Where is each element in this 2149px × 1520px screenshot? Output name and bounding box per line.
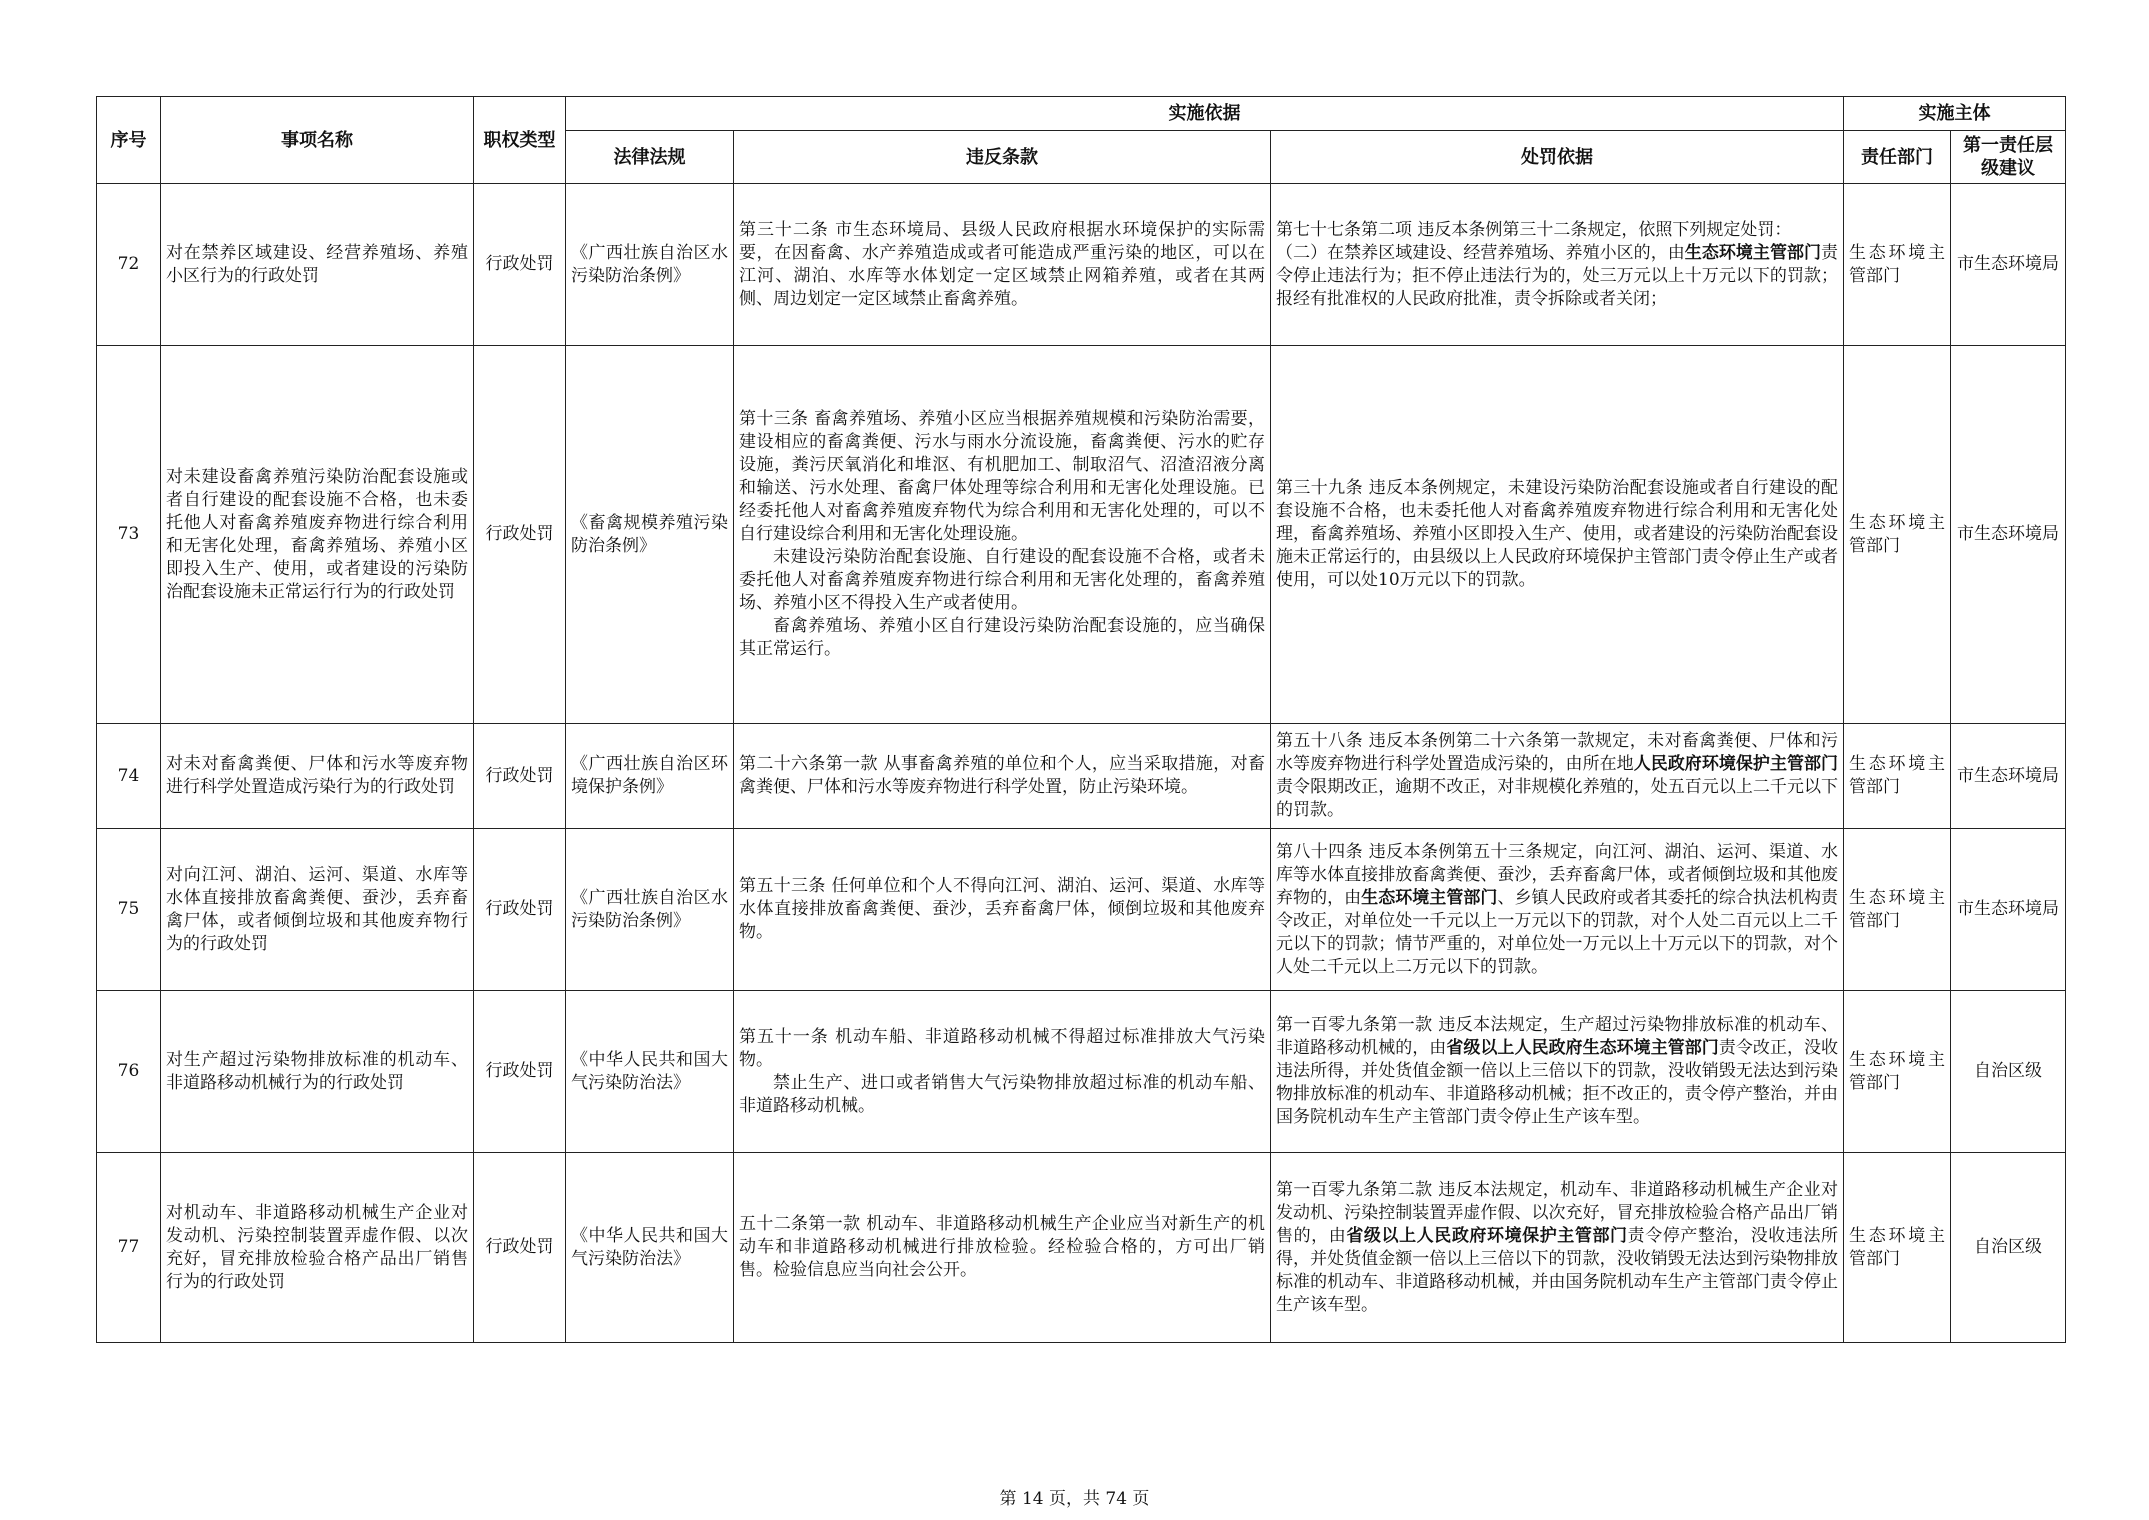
row-level: 自治区级 — [1951, 991, 2066, 1153]
table-body — [97, 184, 2066, 1343]
row-level: 自治区级 — [1951, 1153, 2066, 1343]
row-level: 市生态环境局 — [1951, 184, 2066, 346]
row-penalty — [1271, 184, 1844, 346]
table-row — [97, 184, 2066, 346]
row-law: 《广西壮族自治区环境保护条例》 — [566, 724, 734, 829]
row-penalty — [1271, 829, 1844, 991]
table-row — [97, 991, 2066, 1153]
row-law: 《中华人民共和国大气污染防治法》 — [566, 1153, 734, 1343]
row-violation — [734, 991, 1271, 1153]
row-law: 《广西壮族自治区水污染防治条例》 — [566, 184, 734, 346]
penalty-text: 第五十八条 违反本条例第二十六条第一款规定，未对畜禽粪便、尸体和污水等废弃物进行科学处置造成污染的，由所在地 — [1276, 731, 1839, 774]
table-row — [97, 724, 2066, 829]
table-row — [97, 1153, 2066, 1343]
penalty-paragraph: 第三十九条 违反本条例规定，未建设污染防治配套设施或者自行建设的配套设施不合格，也未委托他人对畜禽养殖废弃物进行综合利用和无害化处理，畜禽养殖场、养殖小区即投入生产、使用，或者建设的污染防治配套设施未正常运行的，由县级以上人民政府环境保护主管部门责令停止生产或者使用，可以处10万元以下的罚款。 — [1276, 478, 1839, 590]
penalty-text: （二）在禁养区域建设、经营养殖场、养殖小区的，由 — [1276, 242, 1685, 263]
penalty-text: 第一百零九条第一款 违反本法规定，生产超过污染物排放标准的机动车、非道路移动机械的，由 — [1276, 1015, 1839, 1058]
violation-paragraph: 第五十一条 机动车船、非道路移动机械不得超过标准排放大气污染物。 — [739, 1026, 1265, 1070]
row-dept: 生态环境主管部门 — [1844, 346, 1951, 724]
violation-paragraph: 未建设污染防治配套设施、自行建设的配套设施不合格，或者未委托他人对畜禽养殖废弃物进行综合利用和无害化处理的，畜禽养殖场、养殖小区不得投入生产或者使用。 — [739, 547, 1265, 613]
violation-paragraph: 畜禽养殖场、养殖小区自行建设污染防治配套设施的，应当确保其正常运行。 — [739, 616, 1265, 659]
penalty-text: 责令停产整治，没收违法所得，并处货值金额一倍以上三倍以下的罚款，没收销毁无法达到污染物排放标准的机动车、非道路移动机械，并由国务院机动车生产主管部门责令停止生产该车型。 — [1276, 1225, 1839, 1315]
penalty-paragraph — [1276, 1179, 1838, 1317]
header-penalty: 处罚依据 — [1271, 131, 1844, 184]
penalty-paragraph — [1276, 1014, 1838, 1129]
header-violation: 违反条款 — [734, 131, 1271, 184]
header-law: 法律法规 — [566, 131, 734, 184]
row-dept: 生态环境主管部门 — [1844, 184, 1951, 346]
row-law: 《中华人民共和国大气污染防治法》 — [566, 991, 734, 1153]
row-level: 市生态环境局 — [1951, 346, 2066, 724]
enforcement-table — [96, 96, 2066, 1343]
row-penalty — [1271, 346, 1844, 724]
row-item-name: 对向江河、湖泊、运河、渠道、水库等水体直接排放畜禽粪便、蚕沙，丢弃畜禽尸体，或者倾倒垃圾和其他废弃物行为的行政处罚 — [161, 829, 474, 991]
header-power-type: 职权类型 — [474, 97, 566, 184]
violation-paragraph: 第三十二条 市生态环境局、县级人民政府根据水环境保护的实际需要，在因畜禽、水产养殖造成或者可能造成严重污染的地区，可以在江河、湖泊、水库等水体划定一定区域禁止网箱养殖，或者在其两侧、周边划定一定区域禁止畜禽养殖。 — [739, 219, 1265, 309]
row-violation — [734, 184, 1271, 346]
row-item-name: 对未对畜禽粪便、尸体和污水等废弃物进行科学处置造成污染行为的行政处罚 — [161, 724, 474, 829]
row-power-type: 行政处罚 — [474, 346, 566, 724]
row-seq: 72 — [97, 184, 161, 346]
penalty-paragraph — [1276, 242, 1838, 311]
table-row — [97, 829, 2066, 991]
row-violation — [734, 1153, 1271, 1343]
penalty-paragraph — [1276, 841, 1838, 979]
penalty-text: 第八十四条 违反本条例第五十三条规定，向江河、湖泊、运河、渠道、水库等水体直接排放畜禽粪便、蚕沙，丢弃畜禽尸体，或者倾倒垃圾和其他废弃物的，由 — [1276, 841, 1839, 908]
penalty-authority: 人民政府环境保护主管部门 — [1633, 754, 1839, 774]
violation-paragraph: 第五十三条 任何单位和个人不得向江河、湖泊、运河、渠道、水库等水体直接排放畜禽粪便、蚕沙，丢弃畜禽尸体，倾倒垃圾和其他废弃物。 — [739, 876, 1265, 942]
row-law: 《畜禽规模养殖污染防治条例》 — [566, 346, 734, 724]
header-level: 第一责任层级建议 — [1951, 131, 2066, 184]
row-law: 《广西壮族自治区水污染防治条例》 — [566, 829, 734, 991]
header-basis-group: 实施依据 — [566, 97, 1844, 131]
row-dept: 生态环境主管部门 — [1844, 829, 1951, 991]
penalty-text: 责令改正，没收违法所得，并处货值金额一倍以上三倍以下的罚款，没收销毁无法达到污染物排放标准的机动车、非道路移动机械；拒不改正的，责令停产整治，并由国务院机动车生产主管部门责令停止生产该车型。 — [1276, 1038, 1839, 1127]
header-seq: 序号 — [97, 97, 161, 184]
penalty-paragraph: 第七十七条第二项 违反本条例第三十二条规定，依照下列规定处罚： — [1276, 219, 1792, 240]
row-violation — [734, 346, 1271, 724]
row-seq: 75 — [97, 829, 161, 991]
row-violation — [734, 724, 1271, 829]
row-seq: 73 — [97, 346, 161, 724]
violation-paragraph: 五十二条第一款 机动车、非道路移动机械生产企业应当对新生产的机动车和非道路移动机械进行排放检验。经检验合格的，方可出厂销售。检验信息应当向社会公开。 — [739, 1214, 1265, 1280]
row-penalty — [1271, 724, 1844, 829]
row-penalty — [1271, 991, 1844, 1153]
penalty-authority: 省级以上人民政府生态环境主管部门 — [1446, 1038, 1719, 1058]
penalty-text: 、乡镇人民政府或者其委托的综合执法机构责令改正，对单位处一千元以上一万元以下的罚款，对个人处二百元以上二千元以下的罚款；情节严重的，对单位处一万元以上十万元以下的罚款，对个人处二千元以上二万元以下的罚款。 — [1276, 887, 1839, 977]
row-power-type: 行政处罚 — [474, 1153, 566, 1343]
row-item-name: 对在禁养区域建设、经营养殖场、养殖小区行为的行政处罚 — [161, 184, 474, 346]
row-level: 市生态环境局 — [1951, 829, 2066, 991]
row-level: 市生态环境局 — [1951, 724, 2066, 829]
table-row — [97, 346, 2066, 724]
row-power-type: 行政处罚 — [474, 724, 566, 829]
row-dept: 生态环境主管部门 — [1844, 1153, 1951, 1343]
row-power-type: 行政处罚 — [474, 991, 566, 1153]
row-dept: 生态环境主管部门 — [1844, 991, 1951, 1153]
header-dept: 责任部门 — [1844, 131, 1951, 184]
penalty-text: 责令限期改正，逾期不改正，对非规模化养殖的，处五百元以上二千元以下的罚款。 — [1276, 777, 1839, 820]
row-seq: 74 — [97, 724, 161, 829]
penalty-authority: 生态环境主管部门 — [1361, 887, 1498, 908]
page-number: 第 14 页，共 74 页 — [999, 1489, 1150, 1509]
row-power-type: 行政处罚 — [474, 829, 566, 991]
row-seq: 77 — [97, 1153, 161, 1343]
row-power-type: 行政处罚 — [474, 184, 566, 346]
row-item-name: 对机动车、非道路移动机械生产企业对发动机、污染控制装置弄虚作假、以次充好，冒充排放检验合格产品出厂销售行为的行政处罚 — [161, 1153, 474, 1343]
violation-paragraph: 第十三条 畜禽养殖场、养殖小区应当根据养殖规模和污染防治需要，建设相应的畜禽粪便、污水与雨水分流设施，畜禽粪便、污水的贮存设施，粪污厌氧消化和堆沤、有机肥加工、制取沼气、沼渣沼液分离和输送、污水处理、畜禽尸体处理等综合利用和无害化处理设施。已经委托他人对畜禽养殖废弃物代为综合利用和无害化处理的，可以不自行建设综合利用和无害化处理设施。 — [739, 409, 1265, 544]
row-item-name: 对未建设畜禽养殖污染防治配套设施或者自行建设的配套设施不合格，也未委托他人对畜禽养殖废弃物进行综合利用和无害化处理，畜禽养殖场、养殖小区即投入生产、使用，或者建设的污染防治配套设施未正常运行行为的行政处罚 — [161, 346, 474, 724]
row-item-name: 对生产超过污染物排放标准的机动车、非道路移动机械行为的行政处罚 — [161, 991, 474, 1153]
violation-paragraph: 禁止生产、进口或者销售大气污染物排放超过标准的机动车船、非道路移动机械。 — [739, 1072, 1265, 1116]
row-penalty — [1271, 1153, 1844, 1343]
header-subject-group: 实施主体 — [1844, 97, 2066, 131]
penalty-paragraph — [1276, 730, 1838, 822]
header-item-name: 事项名称 — [161, 97, 474, 184]
row-violation — [734, 829, 1271, 991]
row-seq: 76 — [97, 991, 161, 1153]
penalty-authority: 生态环境主管部门 — [1684, 242, 1822, 263]
penalty-text: 责令停止违法行为；拒不停止违法行为的，处三万元以上十万元以下的罚款；报经有批准权的人民政府批准，责令拆除或者关闭； — [1276, 242, 1839, 309]
penalty-text: 第一百零九条第二款 违反本法规定，机动车、非道路移动机械生产企业对发动机、污染控制装置弄虚作假、以次充好，冒充排放检验合格产品出厂销售的，由 — [1276, 1179, 1839, 1246]
violation-paragraph: 第二十六条第一款 从事畜禽养殖的单位和个人，应当采取措施，对畜禽粪便、尸体和污水等废弃物进行科学处置，防止污染环境。 — [739, 754, 1265, 797]
row-dept: 生态环境主管部门 — [1844, 724, 1951, 829]
penalty-authority: 省级以上人民政府环境保护主管部门 — [1346, 1225, 1628, 1246]
